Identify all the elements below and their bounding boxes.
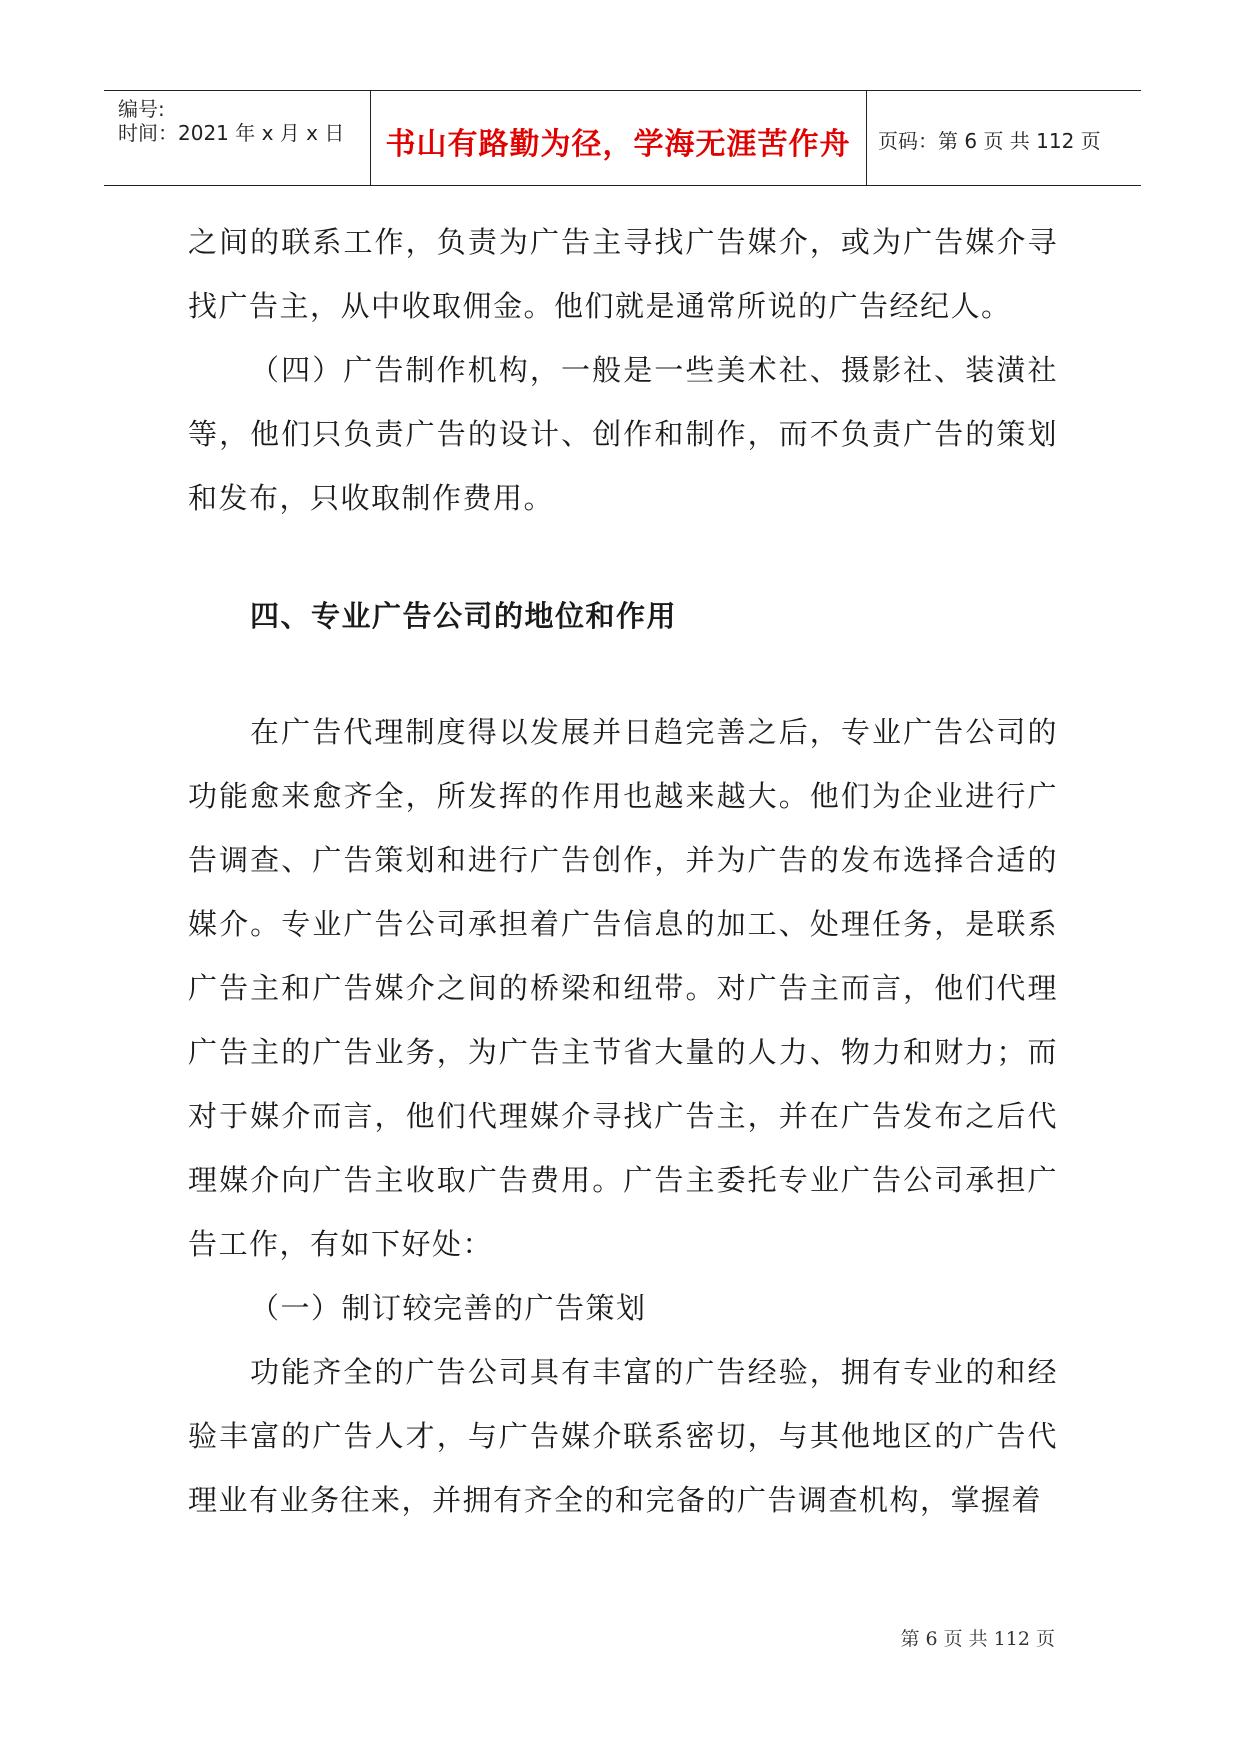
page-footer: 第 6 页 共 112 页 bbox=[900, 1628, 1055, 1650]
header-left-cell bbox=[104, 91, 371, 185]
paragraph-production-agencies: （四）广告制作机构，一般是一些美术社、摄影社、装潢社等，他们只负责广告的设计、创作和制作，而不负责广告的策划和发布，只收取制作费用。 bbox=[188, 353, 1058, 515]
document-time-label: 时间：2021 年 x 月 x 日 bbox=[118, 121, 345, 145]
header-motto: 书山有路勤为径，学海无涯苦作舟 bbox=[385, 127, 851, 162]
page-header bbox=[104, 90, 1141, 186]
subheading-advertising-plan: （一）制订较完善的广告策划 bbox=[250, 1291, 647, 1325]
section-heading: 四、专业广告公司的地位和作用 bbox=[250, 599, 678, 633]
header-page-code: 页码：第 6 页 共 112 页 bbox=[878, 129, 1101, 153]
spacer bbox=[188, 530, 1058, 584]
paragraph-continued: 之间的联系工作，负责为广告主寻找广告媒介，或为广告媒介寻找广告主，从中收取佣金。他们就是通常所说的广告经纪人。 bbox=[188, 225, 1058, 323]
header-right-cell bbox=[866, 91, 1141, 185]
document-body bbox=[188, 210, 1058, 1532]
spacer bbox=[188, 648, 1058, 700]
header-motto-cell bbox=[370, 91, 867, 185]
paragraph-full-service-agency: 功能齐全的广告公司具有丰富的广告经验，拥有专业的和经验丰富的广告人才，与广告媒介联系密切，与其他地区的广告代理业有业务往来，并拥有齐全的和完备的广告调查机构，掌握着 bbox=[188, 1355, 1058, 1517]
paragraph-agency-role: 在广告代理制度得以发展并日趋完善之后，专业广告公司的功能愈来愈齐全，所发挥的作用也越来越大。他们为企业进行广告调查、广告策划和进行广告创作，并为广告的发布选择合适的媒介。专业广告公司承担着广告信息的加工、处理任务，是联系广告主和广告媒介之间的桥梁和纽带。对广告主而言，他们代理广告主的广告业务，为广告主节省大量的人力、物力和财力；而对于媒介而言，他们代理媒介寻找广告主，并在广告发布之后代理媒介向广告主收取广告费用。广告主委托专业广告公司承担广告工作，有如下好处： bbox=[188, 715, 1058, 1261]
document-number-label: 编号: bbox=[118, 97, 165, 121]
